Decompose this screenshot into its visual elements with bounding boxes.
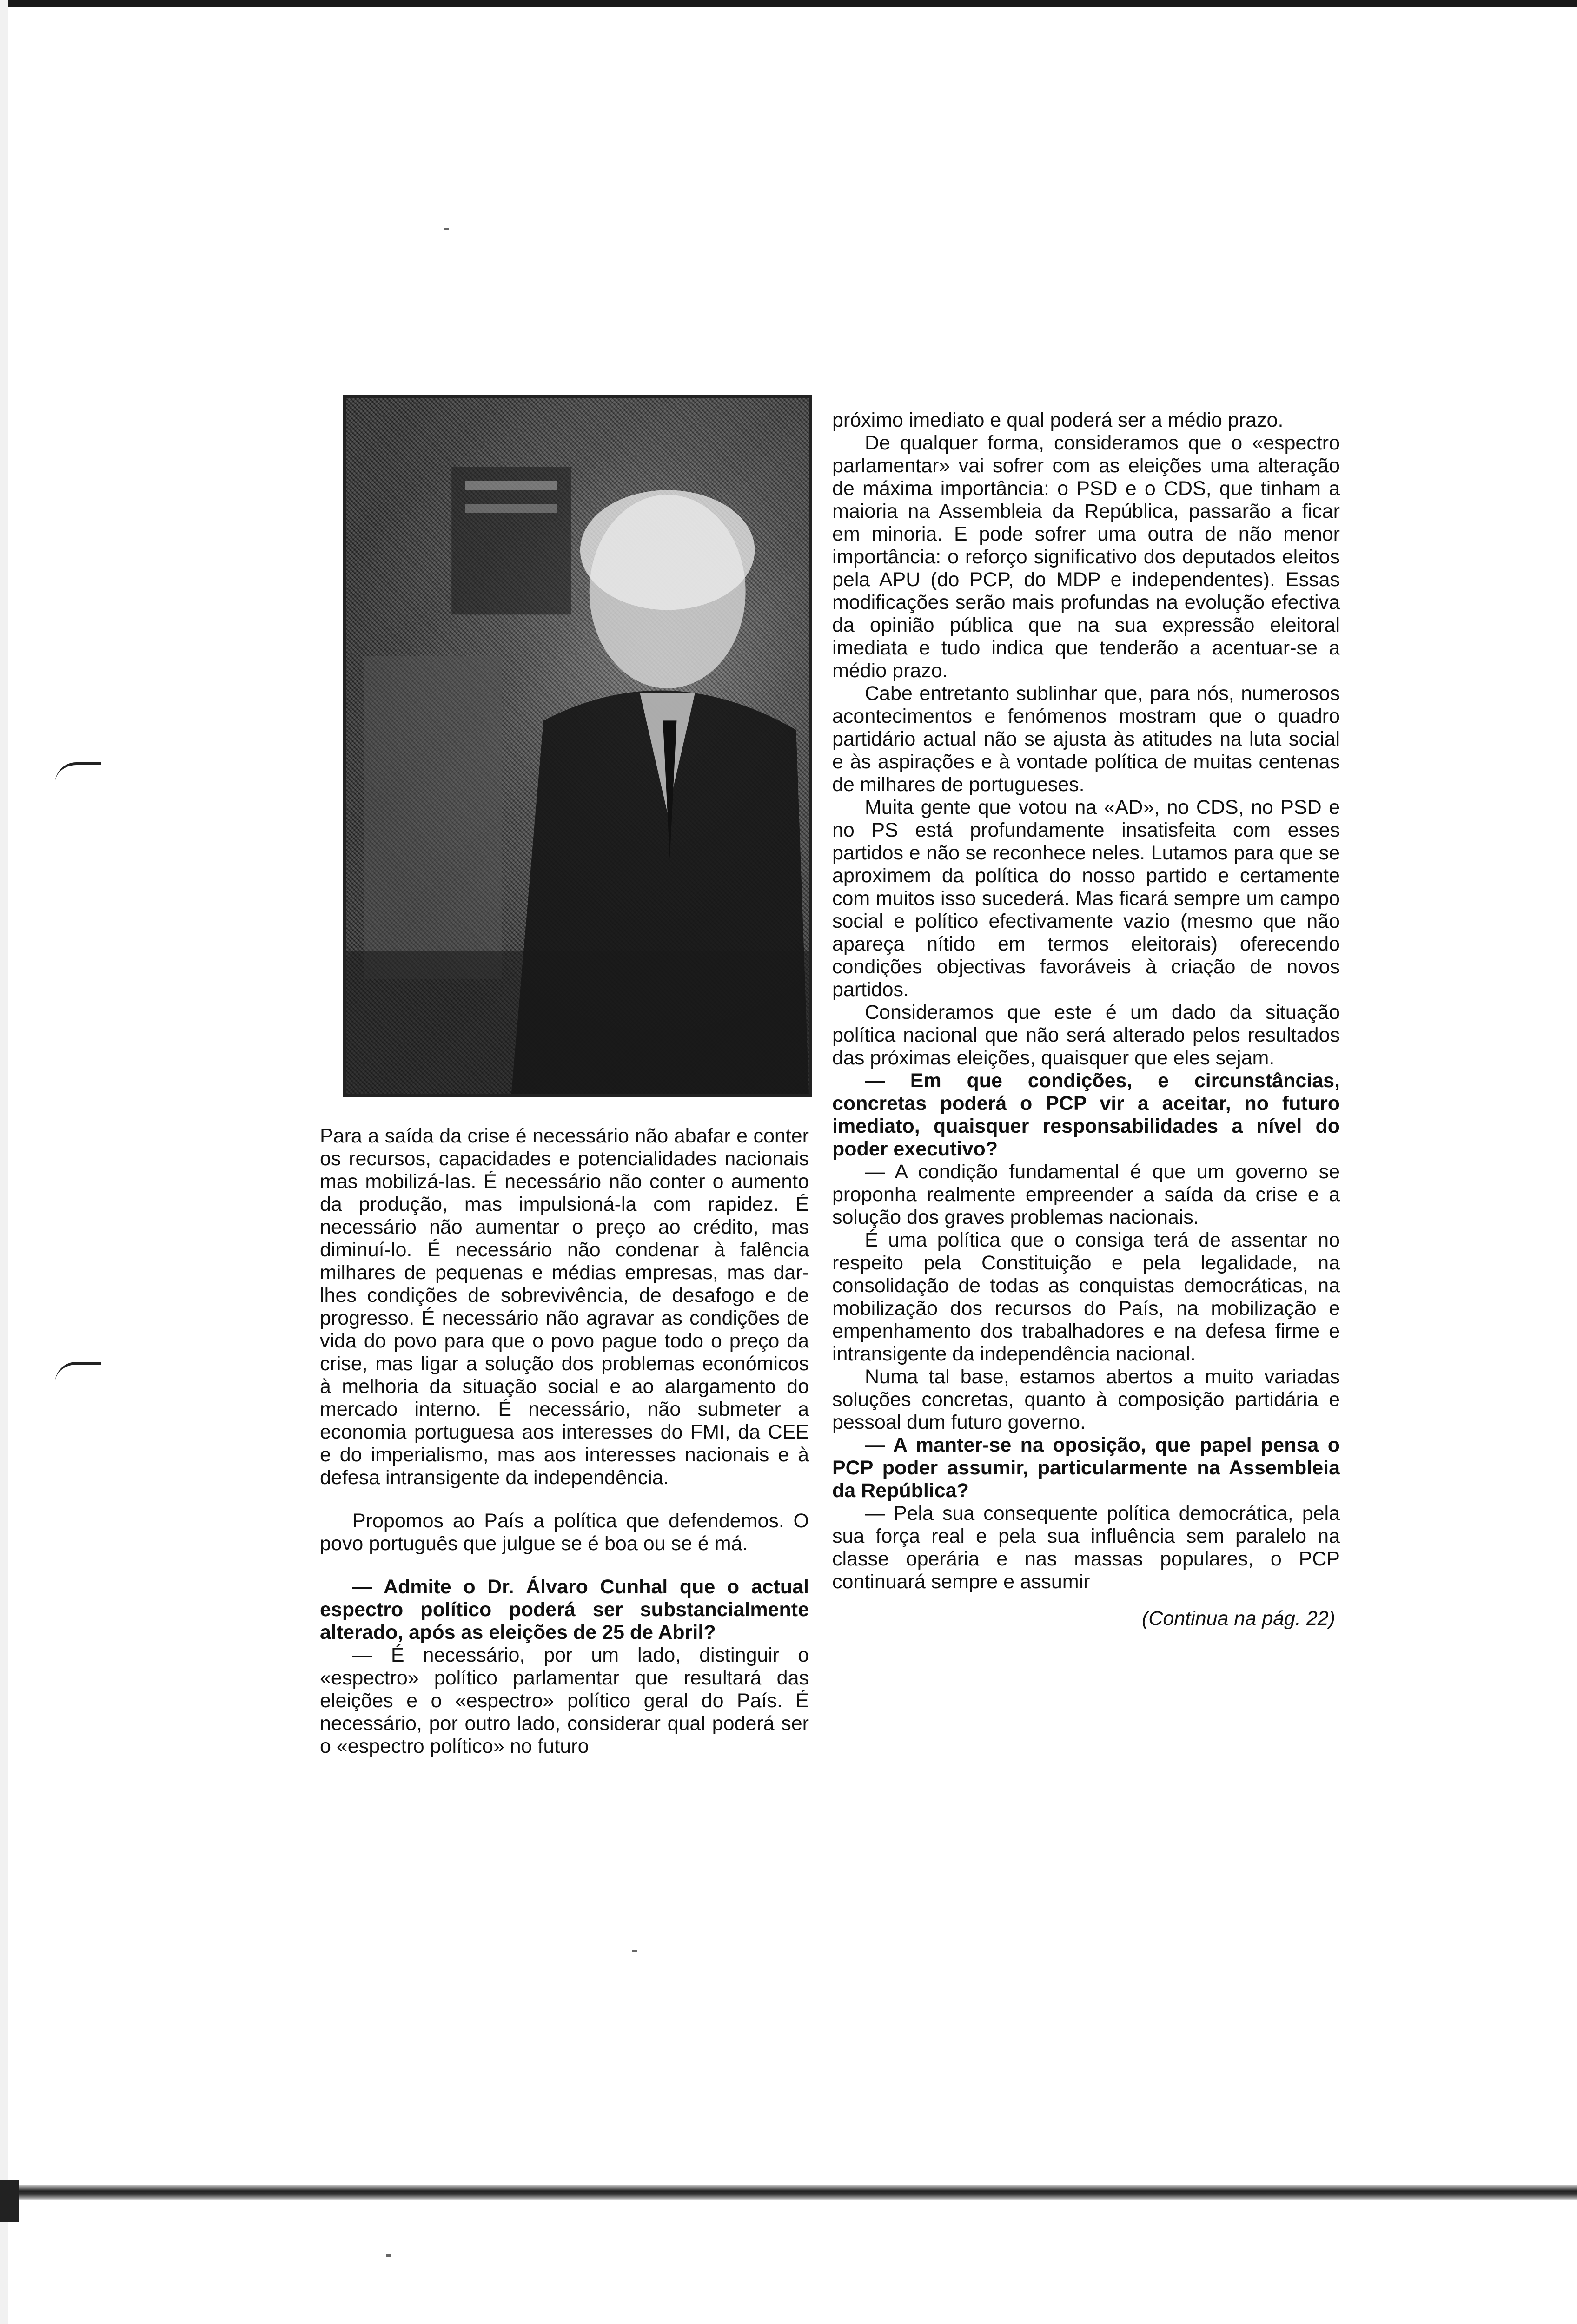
scan-speck xyxy=(632,1950,637,1952)
interview-question: — Em que condições, e circunstâncias, concretas poderá o PCP vir a aceitar, no futuro imediato, quaisquer responsabilidades a nível do poder executivo? xyxy=(832,1070,1340,1160)
scan-edge-left xyxy=(0,0,8,2324)
interview-answer: — Pela sua consequente política democrática, pela sua força real e pela sua influência sem paralelo na classe operária e nas massas populares, o PCP continuará sempre e assumir xyxy=(832,1502,1340,1593)
page-fold-shadow xyxy=(0,2185,1577,2200)
article-photo xyxy=(343,395,812,1097)
article-right-column xyxy=(832,409,1340,1630)
article-paragraph: É uma política que o consiga terá de assentar no respeito pela Constituição e pela legalidade, na consolidação de todas as conquistas democráticas, na mobilização dos recursos do País, na mobilização e empenhamento dos trabalhadores e na defesa firme e intransigente da independência nacional. xyxy=(832,1229,1340,1365)
interview-question: — A manter-se na oposição, que papel pensa o PCP poder assumir, particularmente na Assembleia da República? xyxy=(832,1434,1340,1502)
article-paragraph: De qualquer forma, consideramos que o «espectro parlamentar» vai sofrer com as eleições uma alteração de máxima importância: o PSD e o CDS, que tinham a maioria na Assembleia da República, passarão a ficar em minoria. E pode sofrer uma outra de não menor importância: o reforço significativo dos deputados eleitos pela APU (do PCP, do MDP e independentes). Essas modificações serão mais profundas na evolução efectiva da opinião pública que na sua expressão eleitoral imediata e tudo indica que tenderão a acentuar-se a médio prazo. xyxy=(832,432,1340,682)
binder-hole-mark xyxy=(55,762,101,784)
article-left-column xyxy=(320,1125,809,1758)
article-paragraph: Numa tal base, estamos abertos a muito variadas soluções concretas, quanto à composição partidária e pessoal dum futuro governo. xyxy=(832,1366,1340,1433)
interview-answer: — A condição fundamental é que um governo se proponha realmente empreender a saída da crise e a solução dos graves problemas nacionais. xyxy=(832,1161,1340,1228)
scan-speck xyxy=(386,2254,391,2257)
photo-halftone xyxy=(346,398,809,1094)
binder-hole-mark xyxy=(55,1362,101,1383)
article-paragraph: Propomos ao País a política que defendemos. O povo português que julgue se é boa ou se é má. xyxy=(320,1510,809,1555)
interview-question: — Admite o Dr. Álvaro Cunhal que o actual espectro político poderá ser substancialmente alterado, após as eleições de 25 de Abril? xyxy=(320,1576,809,1644)
article-paragraph: Cabe entretanto sublinhar que, para nós, numerosos acontecimentos e fenómenos mostram que o quadro partidário actual não se ajusta às atitudes na luta social e às aspirações e à vontade política de muitas centenas de milhares de portugueses. xyxy=(832,682,1340,796)
interview-answer: — É necessário, por um lado, distinguir o «espectro» político parlamentar que resultará das eleições e o «espectro» político geral do País. É necessário, por outro lado, considerar qual poderá ser o «espectro político» no futuro xyxy=(320,1644,809,1757)
page-fold-corner xyxy=(0,2180,19,2222)
article-paragraph: Consideramos que este é um dado da situação política nacional que não será alterado pelos resultados das próximas eleições, quaisquer que eles sejam. xyxy=(832,1001,1340,1069)
continuation-note: (Continua na pág. 22) xyxy=(1142,1607,1335,1630)
article-paragraph: Muita gente que votou na «AD», no CDS, no PSD e no PS está profundamente insatisfeita com esses partidos e não se reconhece neles. Lutamos para que se aproximem da política do nosso partido e certamente com muitos isso sucederá. Mas ficará sempre um campo social e político efectivamente vazio (mesmo que não apareça nítido em termos eleitorais) oferecendo condições objectivas favoráveis à criação de novos partidos. xyxy=(832,796,1340,1001)
article-paragraph: próximo imediato e qual poderá ser a médio prazo. xyxy=(832,409,1284,431)
article-paragraph: Para a saída da crise é necessário não abafar e conter os recursos, capacidades e potencialidades nacionais mas mobilizá-las. É necessário não conter o aumento da produção, mas impulsioná-la com rapidez. É necessário não aumentar o preço ao crédito, mas diminuí-lo. É necessário não condenar à falência milhares de pequenas e médias empresas, mas dar-lhes condições de sobrevivência, de desafogo e de progresso. É necessário não agravar as condições de vida do povo para que o povo pague todo o preço da crise, mas ligar a solução dos problemas económicos à melhoria da situação social e ao alargamento do mercado interno. É necessário, não submeter a economia portuguesa aos interesses do FMI, da CEE e do imperialismo, mas aos interesses nacionais e à defesa intransigente da independência. xyxy=(320,1125,809,1489)
scan-edge-top xyxy=(0,0,1577,7)
scan-speck xyxy=(444,228,449,230)
